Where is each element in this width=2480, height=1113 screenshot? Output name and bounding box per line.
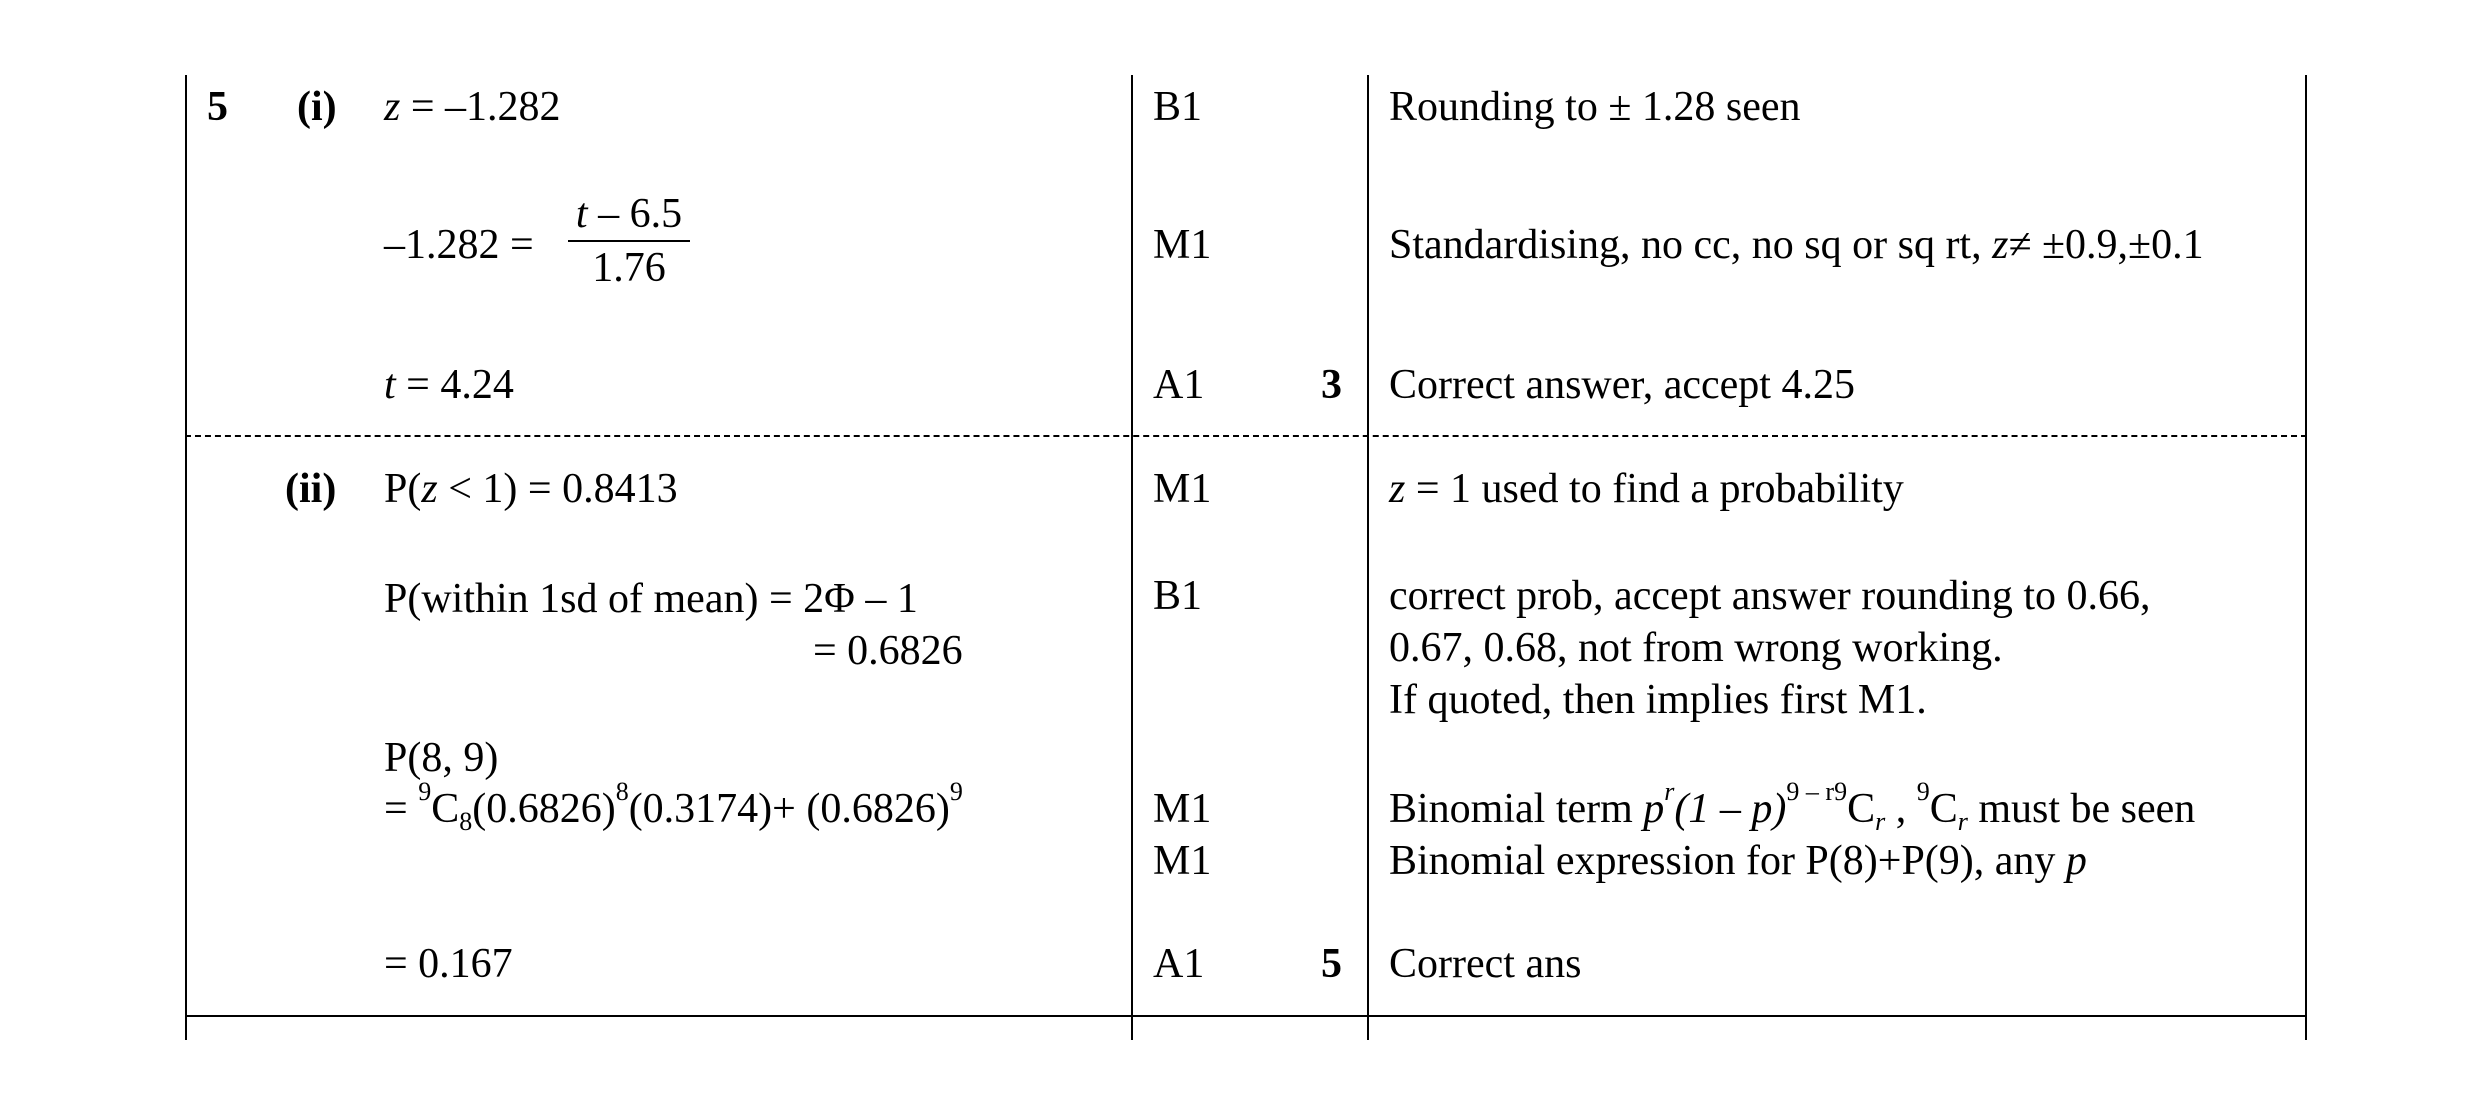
part-i-mark-3: A1 <box>1153 362 1205 408</box>
part-ii-mark-3b: M1 <box>1153 838 1212 884</box>
part-i-total: 3 <box>1321 362 1342 408</box>
part-ii-note-2b: 0.67, 0.68, not from wrong working. <box>1389 625 2003 671</box>
part-ii-note-1: z = 1 used to find a probability <box>1389 466 1904 512</box>
part-ii-mark-2: B1 <box>1153 573 1203 619</box>
question-number: 5 <box>207 84 228 130</box>
part-ii-note-2a: correct prob, accept answer rounding to 0.66, <box>1389 573 2151 619</box>
part-ii-line-3a: P(8, 9) <box>384 735 499 781</box>
part-i-note-2: Standardising, no cc, no sq or sq rt, z≠ ±0.9,±0.1 <box>1389 222 2204 268</box>
part-ii-note-3b: Binomial expression for P(8)+P(9), any p <box>1389 838 2087 884</box>
fraction-denominator: 1.76 <box>592 245 666 291</box>
part-ii-total: 5 <box>1321 941 1342 987</box>
part-divider <box>185 435 2307 437</box>
part-i-mark-1: B1 <box>1153 84 1203 130</box>
guidance-column-divider <box>1367 75 1369 1040</box>
part-ii-line-2b: = 0.6826 <box>813 628 963 674</box>
part-ii-mark-1: M1 <box>1153 466 1212 512</box>
part-ii-line-4: = 0.167 <box>384 941 513 987</box>
part-i-line-1: z = –1.282 <box>384 84 561 130</box>
part-i-mark-2: M1 <box>1153 222 1212 268</box>
part-ii-note-3a: Binomial term $p^r(1 - p)^{9 - r9}C_r$ , $^9C_r$ must be seen <box>1389 777 2196 836</box>
part-ii-mark-3a: M1 <box>1153 786 1212 832</box>
part-ii-label: (ii) <box>285 466 337 512</box>
right-border <box>2305 75 2307 1040</box>
part-i-label: (i) <box>297 84 337 130</box>
mark-column-divider <box>1131 75 1133 1040</box>
part-i-line-3: t = 4.24 <box>384 362 514 408</box>
part-ii-line-2a: P(within 1sd of mean) = 2Φ – 1 <box>384 576 918 622</box>
part-ii-note-4: Correct ans <box>1389 941 1582 987</box>
part-ii-line-1: P(z < 1) = 0.8413 <box>384 466 678 512</box>
part-ii-mark-4: A1 <box>1153 941 1205 987</box>
fraction-bar <box>568 240 690 242</box>
left-border <box>185 75 187 1040</box>
part-i-note-1: Rounding to ± 1.28 seen <box>1389 84 1801 130</box>
fraction-numerator: t – 6.5 <box>575 191 683 237</box>
part-i-line-2-lhs: –1.282 = <box>384 222 534 268</box>
standardising-fraction <box>568 190 690 292</box>
part-i-note-3: Correct answer, accept 4.25 <box>1389 362 1855 408</box>
bottom-rule <box>185 1015 2307 1017</box>
part-ii-note-2c: If quoted, then implies first M1. <box>1389 677 1927 723</box>
part-ii-line-3b: = $^9C_8(0.6826)^8(0.3174)+ (0.6826)^9$ <box>384 777 963 836</box>
